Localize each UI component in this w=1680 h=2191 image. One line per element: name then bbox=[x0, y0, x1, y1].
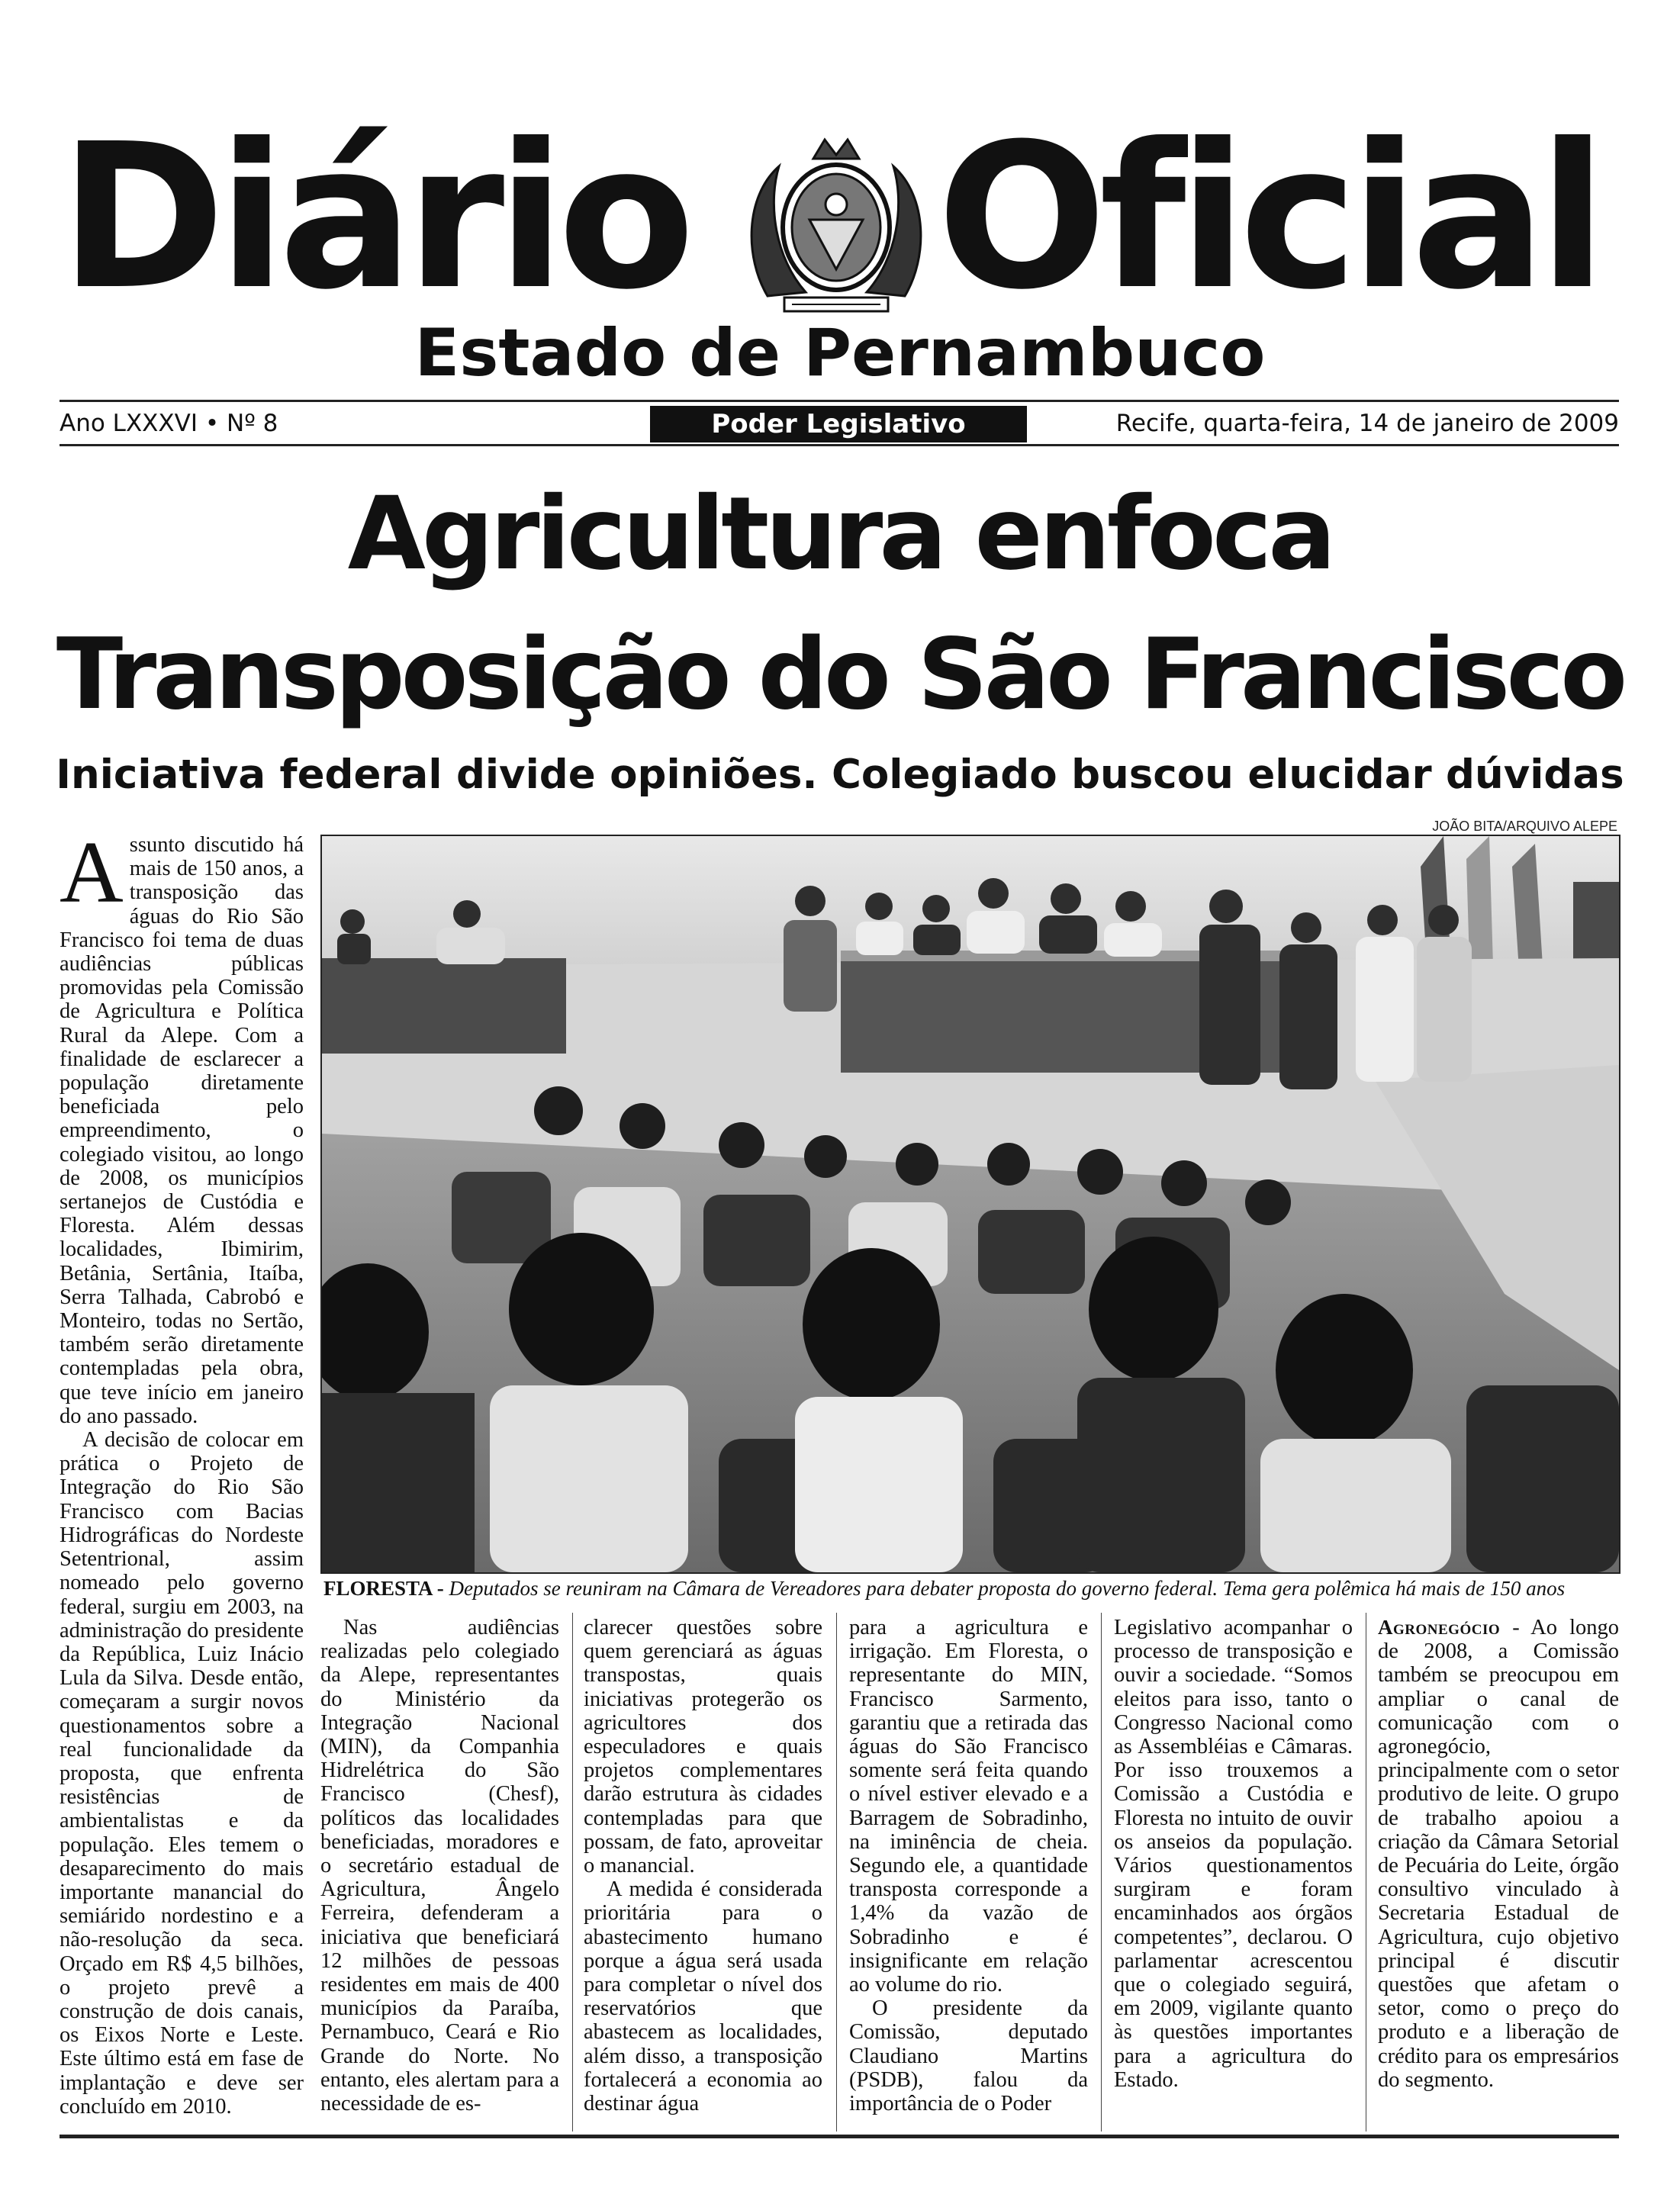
column-4-paragraph: Legislativo acompanhar o processo de transposição e ouvir a sociedade. “Somos eleitos para isso, tanto o Congresso Nacional como as Assembléias e Câmaras. Por isso trouxemos a Comissão a Custódia e Floresta no intuito de ouvir os anseios da população. Vários questionamentos surgiram e foram encaminhados aos órgãos competentes”, declarou. O parlamentar acrescentou que o colegiado seguirá, em 2009, vigilante quanto às questões importantes para a agricultura do Estado. bbox=[1114, 1616, 1353, 2092]
masthead-title-left: Diário bbox=[60, 101, 688, 333]
headline-line-1: Agricultura enfoca bbox=[347, 475, 1333, 593]
photo-credit: JOÃO BITA/ARQUIVO ALEPE bbox=[1432, 819, 1617, 834]
footer-rule bbox=[60, 2135, 1619, 2138]
body-column-3 bbox=[849, 1616, 1088, 2115]
column-divider bbox=[836, 1613, 837, 2131]
lead-paragraph-2: A decisão de colocar em prática o Projeto de Integração do Rio São Francisco com Bacias Hidrográficas do Nordeste Setentrional, assim nomeado pelo governo federal, surgiu em 2003, na administração do presidente da República, Luiz Inácio Lula da Silva. Desde então, começaram a surgir novos questionamentos sobre a real funcionalidade da proposta, que enfrenta resistências de ambientalistas e da população. Eles temem o desaparecimento do mais importante manancial do semiárido nordestino e a não-resolução da seca. Orçado em R$ 4,5 bilhões, o projeto prevê a construção de dois canais, os Eixos Norte e Leste. Este último está em fase de implantação e deve ser concluído em 2010. bbox=[60, 1428, 304, 2119]
hearing-photo bbox=[320, 835, 1620, 1574]
column-2-paragraph-1: clarecer questões sobre quem gerenciará as águas transpostas, quais iniciativas protegerão os agricultores dos especuladores e quais projetos complementares darão estrutura às cidades contempladas para que possam, de fato, aproveitar o manancial. bbox=[584, 1616, 822, 1878]
body-column-4 bbox=[1114, 1616, 1353, 2092]
dateline: Recife, quarta-feira, 14 de janeiro de 2009 bbox=[1115, 410, 1619, 437]
body-column-2 bbox=[584, 1616, 822, 2115]
lead-paragraph-1: ssunto discutido há mais de 150 anos, a transposição das águas do Rio São Francisco foi tema de duas audiências públicas promovidas pela Comissão de Agricultura e Política Rural da Alepe. Com a finalidade de esclarecer a população diretamente beneficiada pelo empreendimento, o colegiado visitou, ao longo de 2008, os municípios sertanejos de Custódia e Floresta. Além dessas localidades, Ibimirim, Betânia, Sertânia, Itaíba, Serra Talhada, Cabrobó e Monteiro, todas no Sertão, também serão diretamente contempladas pela obra, que teve início em janeiro do ano passado. bbox=[60, 833, 304, 1428]
subheadline: Iniciativa federal divide opiniões. Colegiado buscou elucidar dúvidas bbox=[56, 751, 1624, 798]
column-3-paragraph-2: O presidente da Comissão, deputado Claudiano Martins (PSDB), falou da importância de o Poder bbox=[849, 1996, 1088, 2116]
section-label: Poder Legislativo bbox=[650, 406, 1027, 442]
column-5-paragraph: - Ao longo de 2008, a Comissão também se preocupou em ampliar o canal de comunicação com o agronegócio, principalmente com o setor produtivo de leite. O grupo de trabalho apoiou a criação da Câmara Setorial de Pecuária do Leite, órgão consultivo vinculado à Secretaria Estadual de Agricultura, cujo objetivo principal é discutir questões que afetam o setor, como o preço do produto e a liberação de crédito para os empresários do segmento. bbox=[1378, 1616, 1619, 2092]
state-name: Estado de Pernambuco bbox=[414, 315, 1266, 391]
header-rule-top bbox=[60, 400, 1619, 402]
masthead bbox=[60, 101, 1631, 333]
column-3-paragraph-1: para a agricultura e irrigação. Em Floresta, o representante do MIN, Francisco Sarmento, garantiu que a retirada das águas do São Francisco somente será feita quando o nível estiver elevado e a Barragem de Sobradinho, na iminência de cheia. Segundo ele, a quantidade transposta corresponde a 1,4% da vazão de Sobradinho e é insignificante em relação ao volume do rio. bbox=[849, 1616, 1088, 1997]
column-divider bbox=[572, 1613, 573, 2131]
column-1-paragraph: Nas audiências realizadas pelo colegiado da Alepe, representantes do Ministério da Integração Nacional (MIN), da Companhia Hidrelétrica do São Francisco (Chesf), políticos das localidades beneficiadas, moradores e o secretário estadual de Agricultura, Ângelo Ferreira, defenderam a iniciativa que beneficiará 12 milhões de pessoas residentes em mais de 400 municípios da Paraíba, Pernambuco, Ceará e Rio Grande do Norte. No entanto, eles alertam para a necessidade de es- bbox=[320, 1616, 559, 2116]
drop-cap: A bbox=[60, 824, 124, 922]
body-column-5 bbox=[1378, 1616, 1619, 2092]
header-rule-bottom bbox=[60, 444, 1619, 446]
issue-number: Ano LXXXVI • Nº 8 bbox=[60, 410, 278, 437]
masthead-title-right: Oficial bbox=[937, 101, 1600, 333]
agronegocio-runin: Agronegócio bbox=[1378, 1616, 1501, 1639]
coat-of-arms-icon bbox=[737, 128, 935, 319]
body-column-1 bbox=[320, 1616, 559, 2115]
headline-line-2: Transposição do São Francisco bbox=[56, 618, 1624, 732]
caption-text: Deputados se reuniram na Câmara de Vereadores para debater proposta do governo federal. Tema gera polêmica há mais de 150 anos bbox=[449, 1577, 1566, 1600]
photo-caption bbox=[323, 1575, 1620, 1602]
caption-place: FLORESTA - bbox=[323, 1577, 444, 1600]
lead-column bbox=[60, 824, 304, 2119]
column-divider bbox=[1101, 1613, 1102, 2131]
column-2-paragraph-2: A medida é considerada prioritária para o abastecimento humano porque a água será usada para completar o nível dos reservatórios que abastecem as localidades, além disso, a transposição fortalecerá a economia ao destinar água bbox=[584, 1877, 822, 2116]
